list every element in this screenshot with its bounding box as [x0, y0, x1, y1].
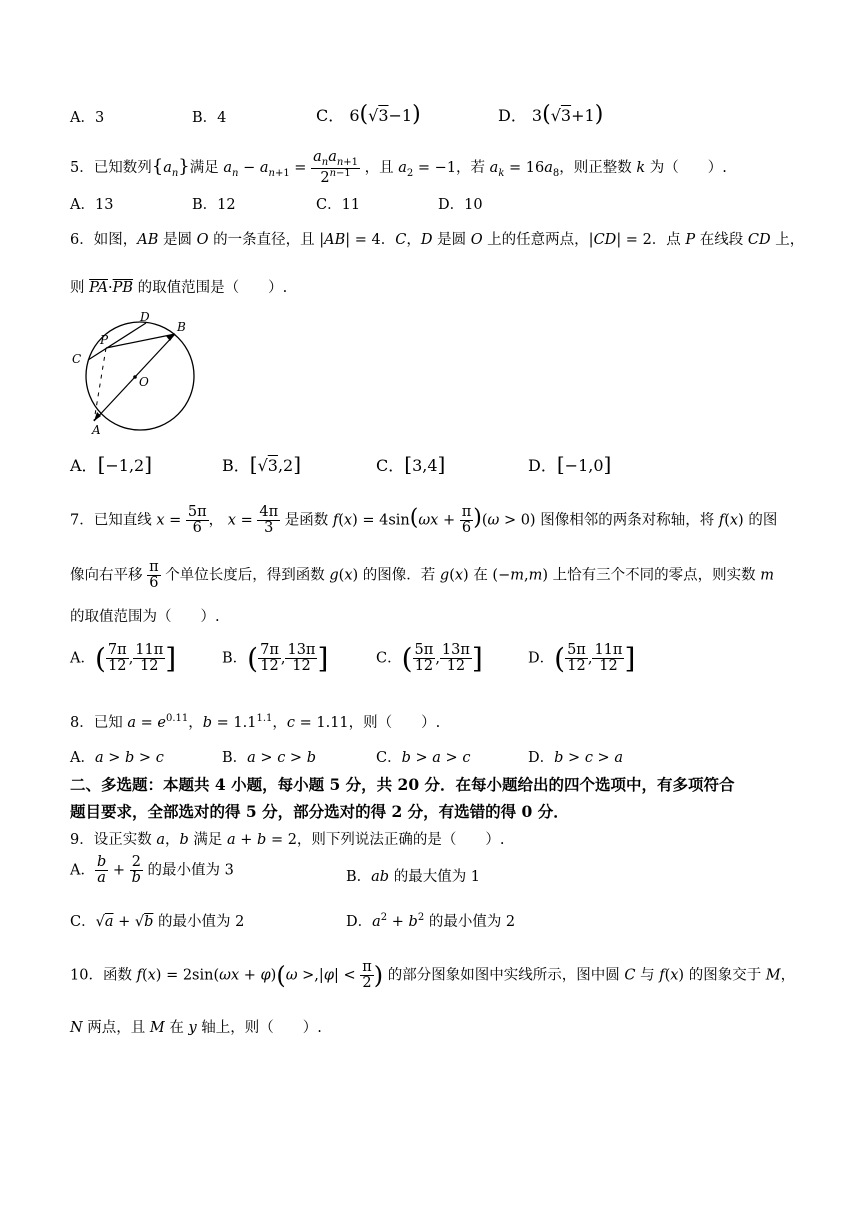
q10-stem-line1: 10．函数 f(x) = 2sin(ωx + φ)(ω >,|φ| < $\frac{\pi}{2}$ ) 的部分图象如图中实线所示，图中圆 C 与 f(x) 的图象交于 M， [70, 959, 796, 992]
q9-option-a: A． $\frac{b}{a}$ + $\frac{2}{b}$ 的最小值为 3 [70, 854, 234, 887]
q7-stem-line2: 像向右平移 $\frac{\pi}{6}$ 个单位长度后，得到函数 g(x) 的图像．若 g(x) 在 (−m,m) 上恰有三个不同的零点，则实数 m [70, 559, 774, 592]
q6-circle-figure [68, 308, 208, 438]
q5-option-b: B．12 [192, 197, 236, 213]
q6-option-a: A．[−1,2] [70, 452, 153, 476]
q5-option-a: A．13 [70, 197, 114, 213]
q6-label-o: O [139, 375, 149, 389]
q6-label-c: C [72, 352, 82, 366]
q6-option-d: D．[−1,0] [528, 452, 612, 476]
q9-option-c: C．√a + √b 的最小值为 2 [70, 914, 245, 930]
q6-label-a: A [92, 423, 101, 437]
q8-stem: 8．已知 $a = e^{0.11}$，$b = 1.1^{1.1}$，c = 1.11，则（ ）. [70, 713, 441, 731]
q9-option-b: B．ab 的最大值为 1 [346, 869, 481, 885]
q8-option-d: D．b > c > a [528, 750, 623, 766]
q8-option-a: A．a > b > c [70, 750, 164, 766]
q4-option-b: B．4 [192, 110, 227, 126]
q5-option-c: C．11 [316, 197, 361, 213]
q8-option-b: B．a > c > b [222, 750, 316, 766]
q6-stem-line1: 6．如图，AB 是圆 O 的一条直径，且 |AB| = 4．C，D 是圆 O 上的任意两点，|CD| = 2．点 P 在线段 CD 上， [70, 232, 805, 248]
section2-heading-line1: 二、多选题：本题共 4 小题，每小题 5 分，共 20 分．在每小题给出的四个选项中，有多项符合 [70, 775, 735, 794]
q4-option-c: C． 6(√3−1) [316, 102, 421, 127]
q6-label-p: P [100, 333, 109, 347]
q6-stem-line2: 则 $\overline{PA}\cdot\overline{PB}$ 的取值范围是（ ）. [70, 280, 288, 296]
q6-option-b: B．[√3,2] [222, 452, 302, 476]
q9-stem: 9．设正实数 a，b 满足 a + b = 2，则下列说法正确的是（ ）. [70, 832, 505, 848]
q10-stem-line2: N 两点，且 M 在 y 轴上，则（ ）. [70, 1020, 322, 1036]
q7-option-c: C．( $\frac{5\pi}{12}$ , $\frac{13\pi}{12}$ ] [376, 641, 483, 675]
q7-option-a: A．( $\frac{7\pi}{12}$ , $\frac{11\pi}{12}$ ] [70, 641, 177, 675]
q5-stem: 5．已知数列$\{a_n\}$满足 $a_n - a_{n+1}$ = $\frac{a_na_{n+1}}{2^{n-1}}$ ，且 $a_2 = -1$，若 $a_k = 16a_8$，则正整数 k 为（ ）. [70, 149, 727, 187]
section2-heading-line2: 题目要求，全部选对的得 5 分，部分选对的得 2 分，有选错的得 0 分． [70, 802, 569, 821]
q7-stem-line1: 7．已知直线 x = $\frac{5\pi}{6}$ ， x = $\frac{4\pi}{3}$ 是函数 f(x) = 4sin(ωx + $\frac{\pi}{6}$ )(ω > 0) 图像相邻的两条对称轴，将 f(x) 的图 [70, 504, 778, 537]
q7-stem-line3: 的取值范围为（ ）. [70, 609, 220, 625]
q4-option-d: D． 3(√3+1) [498, 102, 604, 127]
q6-label-d: D [140, 310, 150, 324]
q8-option-c: C．b > a > c [376, 750, 471, 766]
q7-option-b: B．( $\frac{7\pi}{12}$ , $\frac{13\pi}{12}$ ] [222, 641, 329, 675]
q9-option-d: D．$a^2 + b^2$ 的最小值为 2 [346, 912, 516, 930]
q6-label-b: B [177, 320, 186, 334]
q7-option-d: D．( $\frac{5\pi}{12}$ , $\frac{11\pi}{12}$ ] [528, 641, 636, 675]
q6-option-c: C．[3,4] [376, 452, 446, 476]
q4-option-a: A．3 [70, 110, 105, 126]
q5-option-d: D．10 [438, 197, 483, 213]
